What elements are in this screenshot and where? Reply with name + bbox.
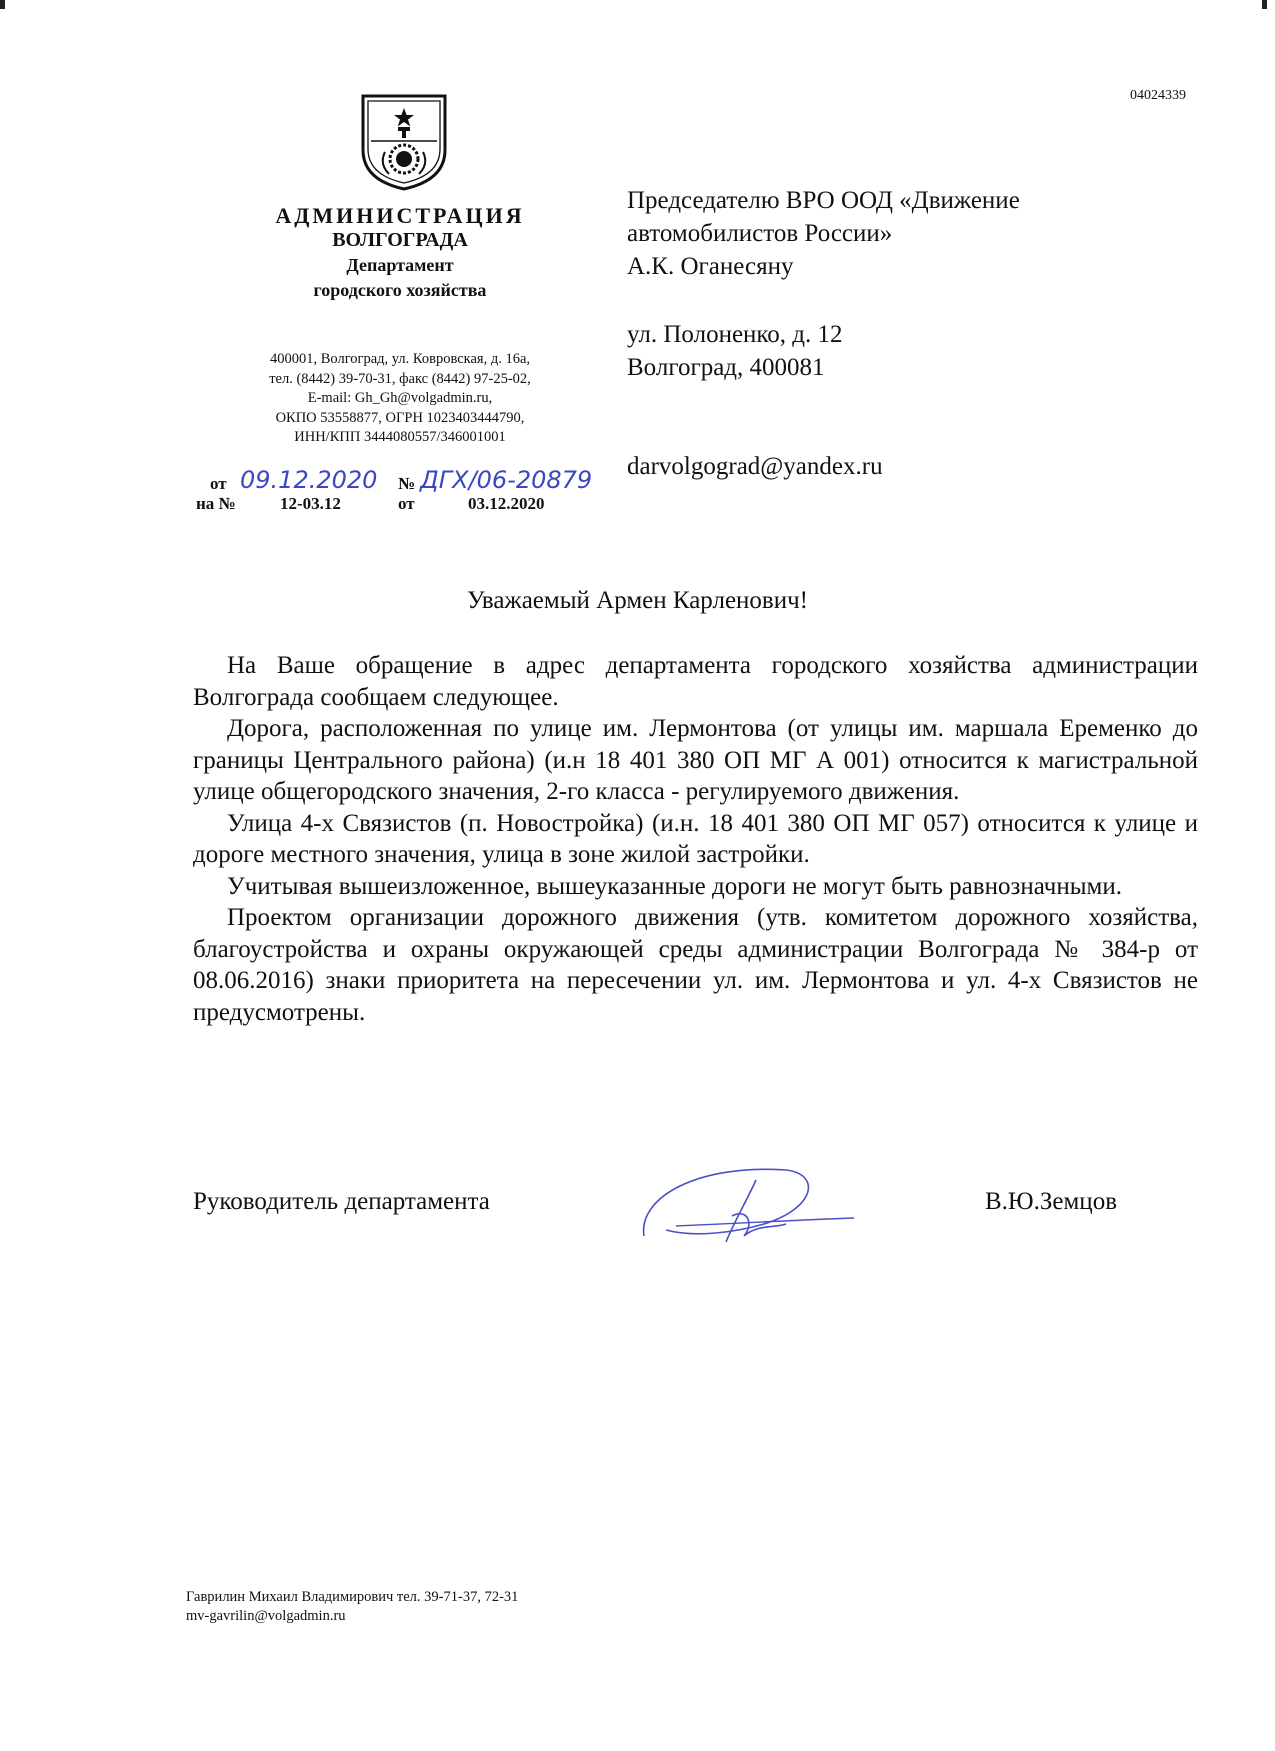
addressee — [627, 184, 1020, 283]
org-line-1: АДМИНИСТРАЦИЯ — [275, 203, 525, 228]
addressee-line: Председателю ВРО ООД «Движение — [627, 187, 1020, 214]
reg-reply-label: на № — [196, 494, 236, 513]
reg-reply-from-label: от — [398, 494, 415, 513]
addressee-line: А.К. Оганесяну — [627, 253, 794, 280]
contact-line: ОКПО 53558877, ОГРН 1023403444790, — [275, 409, 525, 426]
greeting: Уважаемый Армен Карленович! — [466, 587, 809, 614]
address-line: Волгоград, 400081 — [627, 354, 825, 381]
reg-reply-number: 12-03.12 — [280, 494, 341, 513]
org-contacts — [230, 350, 570, 448]
body-paragraph: Учитывая вышеизложенное, вышеуказанные дороги не могут быть равнозначными. — [227, 872, 1123, 900]
signer-name: В.Ю.Земцов — [985, 1188, 1117, 1215]
org-line-4: городского хозяйства — [313, 280, 487, 300]
executor-info — [186, 1588, 518, 1626]
signer-title: Руководитель департамента — [193, 1188, 490, 1215]
contact-line: тел. (8442) 39-70-31, факс (8442) 97-25-02, — [269, 370, 531, 387]
reg-number-label: № — [398, 474, 416, 493]
address-line: ул. Полоненко, д. 12 — [627, 321, 843, 348]
body-paragraph: Проектом организации дорожного движения (утв. комитетом дорожного хозяйства, благоустройства и охраны окружающей среды администрации Волгограда № 384-р от 08.06.2016) знаки приоритета на пересечении ул. им. Лермонтова и ул. 4-х Связистов не предусмотрены. — [193, 904, 1198, 1026]
reg-date-handwritten: 09.12.2020 — [240, 466, 378, 494]
reg-reply-date: 03.12.2020 — [468, 494, 545, 513]
scan-mark-right — [1262, 0, 1267, 9]
org-line-3: Департамент — [346, 255, 454, 275]
doc-number: 04024339 — [1130, 88, 1186, 103]
org-header — [230, 203, 570, 303]
body-paragraph: На Ваше обращение в адрес департамента городского хозяйства администрации Волгограда сообщаем следующее. — [193, 652, 1198, 711]
scan-mark-left — [0, 0, 5, 9]
volgograd-emblem-icon — [359, 92, 449, 192]
reg-from-label: от — [210, 474, 227, 493]
reg-number-handwritten: ДГХ/06-20879 — [420, 466, 593, 494]
body-paragraph: Дорога, расположенная по улице им. Лермонтова (от улицы им. маршала Еременко до границы Центрального района) (и.н 18 401 380 ОП МГ А 001) относится к магистральной улице общегородского значения, 2-го класса - регулируемого движения. — [193, 715, 1198, 805]
address — [627, 318, 843, 384]
executor-line: Гаврилин Михаил Владимирович тел. 39-71-37, 72-31 — [186, 1589, 519, 1605]
signature-icon — [636, 1158, 858, 1258]
org-line-2: ВОЛГОГРАДА — [332, 229, 468, 251]
addressee-line: автомобилистов России» — [627, 220, 893, 247]
contact-line: 400001, Волгоград, ул. Ковровская, д. 16а, — [269, 351, 531, 367]
addressee-email: darvolgograd@yandex.ru — [627, 453, 883, 480]
letter-body — [193, 650, 1198, 1028]
executor-line: mv-gavrilin@volgadmin.ru — [186, 1608, 346, 1624]
contact-line: ИНН/КПП 3444080557/346001001 — [294, 429, 506, 445]
body-paragraph: Улица 4-х Связистов (п. Новостройка) (и.н. 18 401 380 ОП МГ 057) относится к улице и дороге местного значения, улица в зоне жилой застройки. — [193, 809, 1198, 868]
contact-line: E-mail: Gh_Gh@volgadmin.ru, — [307, 390, 493, 406]
